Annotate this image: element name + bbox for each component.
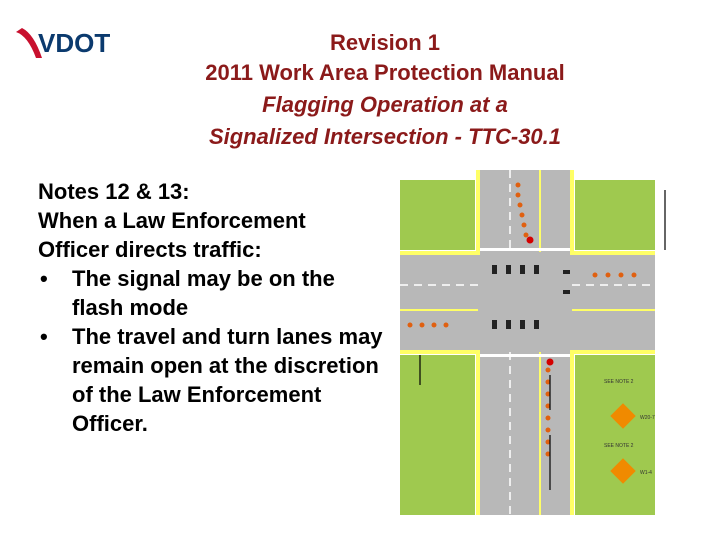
intersection-diagram bbox=[380, 160, 680, 518]
notes-heading: Notes 12 & 13: bbox=[38, 179, 190, 204]
subtitle-line-2: Signalized Intersection - TTC-30.1 bbox=[208, 124, 562, 149]
east-west-road bbox=[400, 255, 655, 350]
shoulder bbox=[570, 350, 574, 515]
bullet-symbol: • bbox=[40, 324, 48, 349]
sign-code-label: W20-7 bbox=[640, 415, 655, 421]
shoulder bbox=[570, 170, 574, 255]
sign-code-label: W1-4 bbox=[640, 470, 652, 476]
green-area bbox=[575, 180, 655, 250]
manual-title: 2011 Work Area Protection Manual bbox=[205, 60, 565, 85]
see-note-label: SEE NOTE 2 bbox=[604, 443, 634, 449]
shoulder bbox=[400, 251, 476, 255]
bullet-symbol: • bbox=[40, 266, 48, 291]
shoulder bbox=[574, 350, 655, 354]
shoulder bbox=[574, 251, 655, 255]
subtitle-line-1: Flagging Operation at a bbox=[262, 92, 508, 117]
green-area bbox=[400, 180, 475, 250]
stop-bar bbox=[480, 354, 570, 357]
logo-text: VDOT bbox=[38, 28, 111, 58]
notes-line-3: Officer directs traffic: bbox=[38, 237, 262, 262]
flagger-icon bbox=[527, 237, 534, 244]
see-note-label: SEE NOTE 2 bbox=[604, 379, 634, 385]
notes-line-2: When a Law Enforcement bbox=[38, 208, 306, 233]
vdot-logo bbox=[14, 22, 134, 62]
notes-block bbox=[38, 177, 388, 438]
shoulder bbox=[400, 350, 476, 354]
bullet-text: The signal may be on the flash mode bbox=[72, 266, 335, 320]
stop-bar bbox=[480, 248, 570, 251]
shoulder bbox=[476, 350, 480, 515]
bullet-text: The travel and turn lanes may remain open at the discretion of the Law Enforcement Officer. bbox=[72, 324, 383, 436]
green-area bbox=[400, 355, 475, 515]
revision-title: Revision 1 bbox=[329, 30, 441, 55]
bullet-item bbox=[38, 264, 372, 322]
flagger-icon bbox=[547, 359, 554, 366]
bullet-item bbox=[38, 322, 402, 438]
shoulder bbox=[476, 170, 480, 255]
